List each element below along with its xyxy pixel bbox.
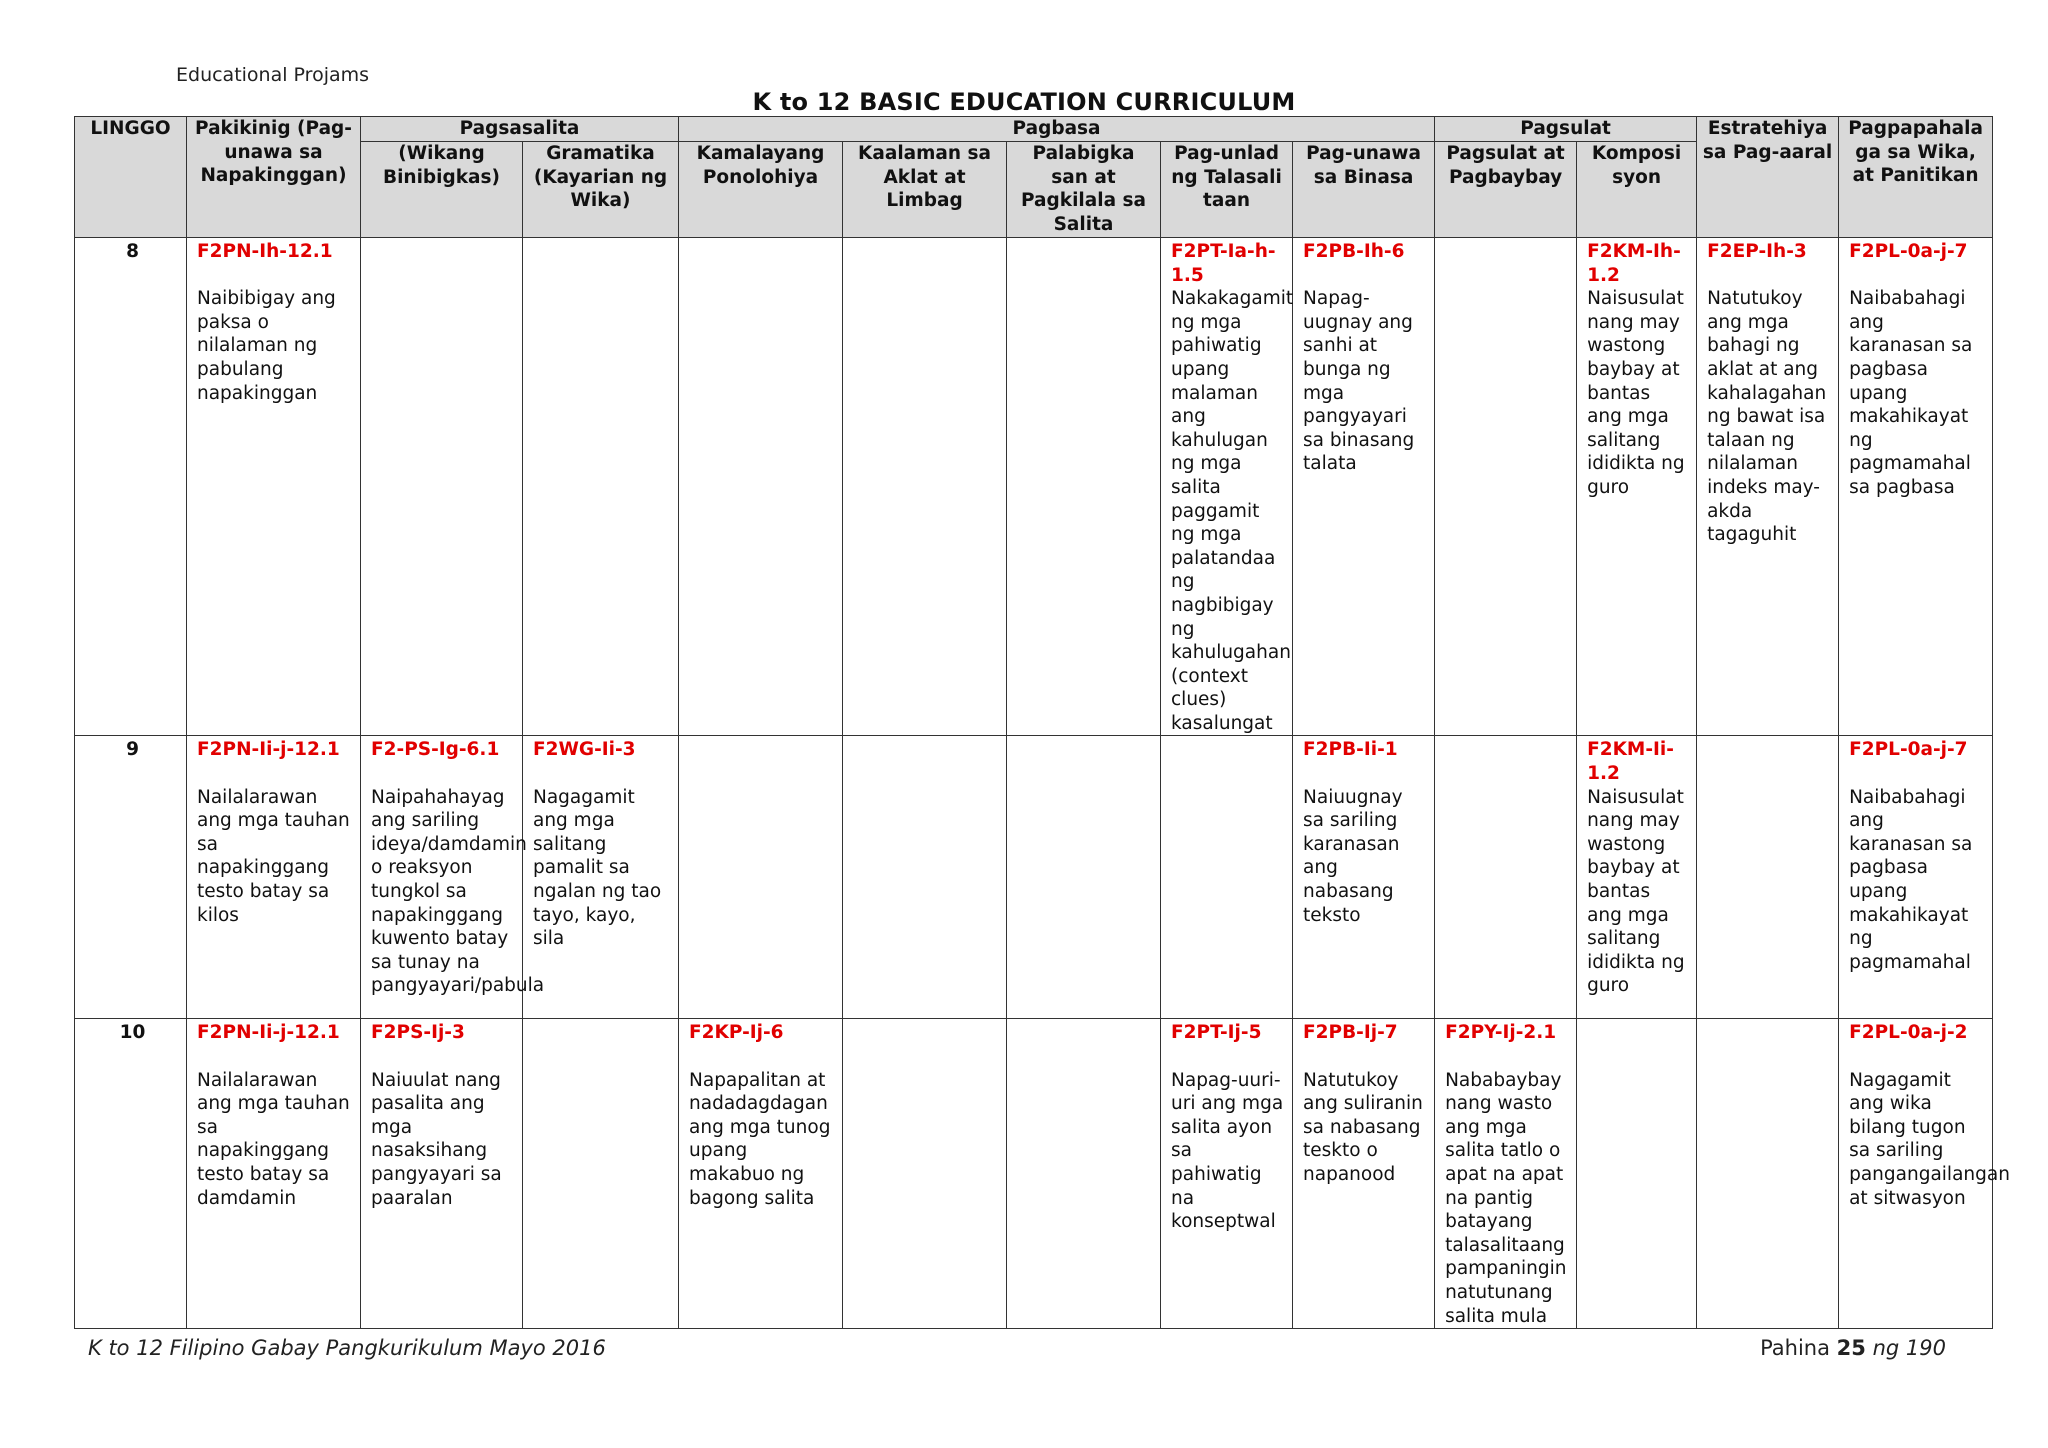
page-prefix: Pahina [1760, 1336, 1830, 1360]
col-header-pag-unlad-talasalitaan: Pag-unlad ng Talasali taan [1161, 142, 1293, 238]
col-header-pagpapahalaga: Pagpapahala ga sa Wika, at Panitikan [1839, 117, 1993, 238]
week-cell: 8 [75, 238, 187, 736]
competency-code: F2PL-0a-j-7 [1849, 739, 1968, 761]
competency-cell [1007, 238, 1161, 736]
competency-code: F2PB-Ih-6 [1303, 241, 1405, 262]
competency-code: F2PY-Ij-2.1 [1445, 1022, 1557, 1044]
col-header-komposisyon: Komposi syon [1577, 142, 1697, 238]
competency-cell [523, 238, 679, 736]
competency-cell [843, 1019, 1007, 1329]
competency-text: Nailalarawan ang mga tauhan sa napakinggang testo batay sa damdamin [197, 1069, 350, 1209]
competency-cell [1293, 1019, 1435, 1329]
table-row [75, 736, 1993, 1019]
competency-cell [843, 238, 1007, 736]
page-total: ng 190 [1872, 1336, 1946, 1360]
table-row [75, 238, 1993, 736]
competency-cell [1007, 736, 1161, 1019]
competency-cell [361, 736, 545, 1019]
competency-cell [187, 736, 361, 1019]
competency-code: F2KM-Ii-1.2 [1587, 739, 1674, 785]
competency-cell [1007, 1019, 1161, 1329]
col-header-pagsulat-pagbaybay: Pagsulat at Pagbaybay [1435, 142, 1577, 238]
competency-code: F2KP-Ij-6 [689, 1022, 784, 1044]
competency-text: Naiuugnay sa sariling karanasan ang nabasang teksto [1303, 786, 1403, 926]
competency-text: Napag-uugnay ang sanhi at bunga ng mga pangyayari sa binasang talata [1303, 288, 1415, 475]
competency-code: F2PN-Ih-12.1 [197, 241, 333, 262]
competency-code: F2PN-Ii-j-12.1 [197, 739, 340, 761]
col-header-kamalayang-ponolohiya: Kamalayang Ponolohiya [679, 142, 843, 238]
document-org-label: Educational Projams [176, 64, 370, 86]
competency-code: F2WG-Ii-3 [533, 739, 636, 761]
competency-cell [1697, 238, 1839, 736]
page-current: 25 [1836, 1336, 1866, 1360]
col-header-wikang-binibigkas: (Wikang Binibigkas) [361, 142, 523, 238]
competency-cell [1161, 736, 1293, 1019]
competency-text: Naiuulat nang pasalita ang mga nasaksihang pangyayari sa paaralan [371, 1069, 502, 1209]
competency-cell [1293, 238, 1435, 736]
competency-code: F2KM-Ih-1.2 [1587, 241, 1681, 286]
competency-cell [523, 1019, 679, 1329]
table-row [75, 1019, 1993, 1329]
competency-text: Nailalarawan ang mga tauhan sa napakinggang testo batay sa kilos [197, 786, 350, 926]
col-header-pakikinig: Pakikinig (Pag-unawa sa Napakinggan) [187, 117, 361, 238]
competency-code: F2PB-Ii-1 [1303, 739, 1398, 761]
competency-code: F2PT-Ia-h-1.5 [1171, 241, 1276, 286]
col-header-gramatika: Gramatika (Kayarian ng Wika) [523, 142, 679, 238]
curriculum-table [74, 116, 2010, 1329]
competency-cell [1577, 736, 1697, 1019]
competency-cell [523, 736, 679, 1019]
competency-text: Nagagamit ang wika bilang tugon sa sariling pangangailangan at sitwasyon [1849, 1069, 2010, 1209]
competency-cell [361, 238, 523, 736]
competency-code: F2PL-0a-j-2 [1849, 1022, 1968, 1044]
competency-cell [1435, 736, 1577, 1019]
competency-cell [679, 736, 843, 1019]
competency-text: Natutukoy ang mga bahagi ng aklat at ang kahalagahan ng bawat isa talaan ng nilalaman indeks may- akda tagaguhit [1707, 288, 1827, 546]
competency-cell [1697, 1019, 1839, 1329]
group-header-pagbasa: Pagbasa [679, 117, 1435, 142]
competency-cell [361, 1019, 523, 1329]
competency-cell [843, 736, 1007, 1019]
competency-cell [1577, 238, 1697, 736]
competency-cell [1697, 736, 1839, 1019]
col-header-palabigkasan: Palabigka san at Pagkilala sa Salita [1007, 142, 1161, 238]
competency-text: Naisusulat nang may wastong baybay at bantas ang mga salitang ididikta ng guro [1587, 786, 1685, 997]
competency-cell [1577, 1019, 1697, 1329]
competency-cell [679, 1019, 843, 1329]
week-cell: 10 [75, 1019, 187, 1329]
competency-cell [1839, 736, 1993, 1019]
competency-cell [187, 1019, 361, 1329]
competency-code: F2PL-0a-j-7 [1849, 241, 1968, 262]
competency-text: Naisusulat nang may wastong baybay at bantas ang mga salitang ididikta ng guro [1587, 288, 1685, 498]
col-header-linggo: LINGGO [75, 117, 187, 238]
competency-text: Napag-uuri-uri ang mga salita ayon sa pahiwatig na konseptwal [1171, 1069, 1284, 1233]
competency-code: F2PS-Ij-3 [371, 1022, 465, 1044]
competency-cell [1435, 238, 1577, 736]
competency-cell [1839, 1019, 2010, 1329]
competency-cell [1839, 238, 1993, 736]
document-title: K to 12 BASIC EDUCATION CURRICULUM [752, 88, 1296, 116]
competency-text: Naibabahagi ang karanasan sa pagbasa upang makahikayat ng pagmamahal [1849, 786, 1973, 973]
competency-cell [1161, 1019, 1293, 1329]
group-header-pagsasalita: Pagsasalita [361, 117, 679, 142]
footer-page-number [1760, 1336, 1946, 1360]
competency-text: Naipahahayag ang sariling ideya/damdamin o reaksyon tungkol sa napakinggang kuwento batay sa tunay na pangyayari/pabula [371, 786, 545, 997]
col-header-kaalaman-aklat: Kaalaman sa Aklat at Limbag [843, 142, 1007, 238]
competency-cell [1435, 1019, 1577, 1329]
competency-code: F2PB-Ij-7 [1303, 1022, 1398, 1044]
competency-code: F2EP-Ih-3 [1707, 241, 1807, 262]
competency-text: Nagagamit ang mga salitang pamalit sa ngalan ng tao tayo, kayo, sila [533, 786, 662, 950]
competency-cell [1161, 238, 1293, 736]
col-header-estratehiya: Estratehiya sa Pag-aaral [1697, 117, 1839, 238]
group-header-pagsulat: Pagsulat [1435, 117, 1697, 142]
competency-code: F2-PS-Ig-6.1 [371, 739, 500, 761]
footer-guide-title: K to 12 Filipino Gabay Pangkurikulum Mayo 2016 [88, 1336, 606, 1360]
competency-code: F2PN-Ii-j-12.1 [197, 1022, 340, 1044]
competency-cell [679, 238, 843, 736]
competency-text: Natutukoy ang suliranin sa nabasang teskto o napanood [1303, 1069, 1423, 1186]
competency-text: Naibibigay ang paksa o nilalaman ng pabulang napakinggan [197, 288, 336, 404]
competency-text: Nakakagamit ng mga pahiwatig upang malaman ang kahulugan ng mga salita paggamit ng mga palatandaa ng nagbibigay ng kahulugahan (context clues) kasalungat [1171, 288, 1294, 734]
curriculum-table-body [75, 238, 2010, 1329]
competency-cell [187, 238, 361, 736]
competency-text: Napapalitan at nadadagdagan ang mga tunog upang makabuo ng bagong salita [689, 1069, 831, 1209]
competency-text: Naibabahagi ang karanasan sa pagbasa upang makahikayat ng pagmamahal sa pagbasa [1849, 288, 1973, 498]
competency-text: Nababaybay nang wasto ang mga salita tatlo o apat na apat na pantig batayang talasalitaang pampaningin natutunang salita mula [1445, 1069, 1567, 1327]
competency-cell [1293, 736, 1435, 1019]
competency-code: F2PT-Ij-5 [1171, 1022, 1262, 1044]
col-header-pag-unawa-binasa: Pag-unawa sa Binasa [1293, 142, 1435, 238]
week-cell: 9 [75, 736, 187, 1019]
